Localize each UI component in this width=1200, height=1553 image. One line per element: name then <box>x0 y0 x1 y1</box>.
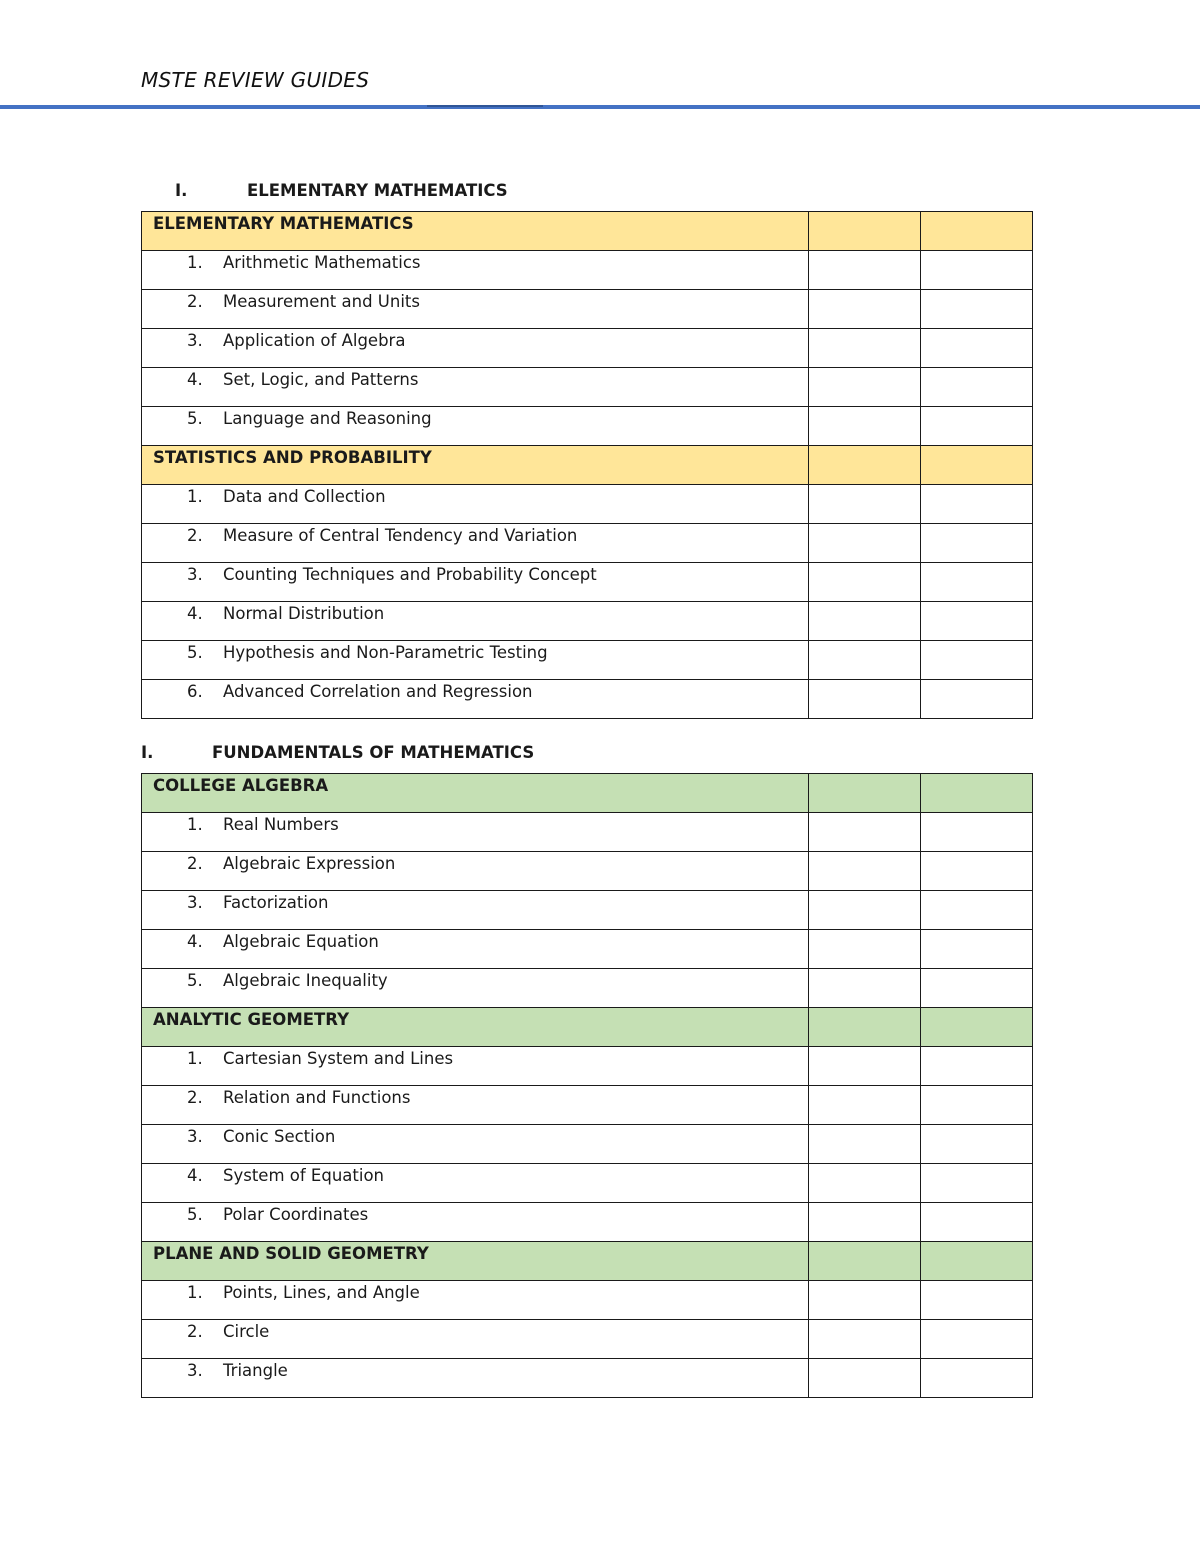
topic-row <box>142 891 1033 930</box>
check-cell <box>809 1203 921 1242</box>
topic-label: Hypothesis and Non-Parametric Testing <box>223 643 548 662</box>
check-cell <box>921 407 1033 446</box>
check-cell <box>809 1320 921 1359</box>
topic-row <box>142 602 1033 641</box>
category-row <box>142 1008 1033 1047</box>
topic-number: 2. <box>187 526 203 545</box>
check-cell <box>921 563 1033 602</box>
check-cell <box>921 446 1033 485</box>
check-cell <box>809 407 921 446</box>
topic-label: Polar Coordinates <box>223 1205 369 1224</box>
topic-label: Advanced Correlation and Regression <box>223 682 533 701</box>
topic-row <box>142 251 1033 290</box>
check-cell <box>921 251 1033 290</box>
category-label: ANALYTIC GEOMETRY <box>153 1010 350 1029</box>
check-cell <box>809 368 921 407</box>
topic-row <box>142 969 1033 1008</box>
check-cell <box>809 1281 921 1320</box>
header-rule <box>0 105 1200 109</box>
check-cell <box>809 774 921 813</box>
topic-row <box>142 563 1033 602</box>
topic-label: Triangle <box>223 1361 288 1380</box>
topic-row <box>142 1281 1033 1320</box>
topic-row <box>142 641 1033 680</box>
topic-number: 4. <box>187 932 203 951</box>
check-cell <box>921 641 1033 680</box>
topic-number: 4. <box>187 604 203 623</box>
topics-table-elementary <box>141 211 1033 719</box>
document-header-title: MSTE REVIEW GUIDES <box>141 68 370 92</box>
check-cell <box>921 969 1033 1008</box>
topic-number: 5. <box>187 643 203 662</box>
section-numeral: I. <box>141 743 154 762</box>
topic-number: 3. <box>187 1127 203 1146</box>
topic-row <box>142 852 1033 891</box>
category-label: COLLEGE ALGEBRA <box>153 776 329 795</box>
topic-number: 2. <box>187 292 203 311</box>
topic-number: 2. <box>187 1322 203 1341</box>
topic-number: 2. <box>187 854 203 873</box>
check-cell <box>921 1203 1033 1242</box>
topic-number: 5. <box>187 409 203 428</box>
check-cell <box>809 485 921 524</box>
topic-number: 4. <box>187 370 203 389</box>
topic-label: System of Equation <box>223 1166 384 1185</box>
topic-label: Algebraic Inequality <box>223 971 388 990</box>
topic-label: Language and Reasoning <box>223 409 432 428</box>
check-cell <box>809 680 921 719</box>
topic-row <box>142 485 1033 524</box>
check-cell <box>809 563 921 602</box>
check-cell <box>809 1086 921 1125</box>
topic-number: 3. <box>187 565 203 584</box>
topic-label: Points, Lines, and Angle <box>223 1283 420 1302</box>
topic-number: 3. <box>187 331 203 350</box>
check-cell <box>809 1008 921 1047</box>
topic-number: 1. <box>187 487 203 506</box>
check-cell <box>809 1359 921 1398</box>
check-cell <box>809 969 921 1008</box>
topic-row <box>142 1164 1033 1203</box>
topic-row <box>142 368 1033 407</box>
check-cell <box>921 212 1033 251</box>
check-cell <box>809 1125 921 1164</box>
check-cell <box>921 1086 1033 1125</box>
topic-number: 5. <box>187 971 203 990</box>
topic-label: Measurement and Units <box>223 292 420 311</box>
section-numeral: I. <box>175 181 188 200</box>
topic-row <box>142 1320 1033 1359</box>
check-cell <box>921 1281 1033 1320</box>
topic-label: Normal Distribution <box>223 604 385 623</box>
check-cell <box>921 602 1033 641</box>
topic-label: Counting Techniques and Probability Concept <box>223 565 597 584</box>
check-cell <box>921 852 1033 891</box>
section-heading-elementary <box>175 181 508 200</box>
topic-label: Application of Algebra <box>223 331 406 350</box>
check-cell <box>809 1047 921 1086</box>
topic-label: Algebraic Expression <box>223 854 396 873</box>
check-cell <box>809 290 921 329</box>
topic-label: Factorization <box>223 893 329 912</box>
topic-label: Measure of Central Tendency and Variation <box>223 526 578 545</box>
check-cell <box>921 1047 1033 1086</box>
topic-label: Conic Section <box>223 1127 336 1146</box>
topic-row <box>142 1125 1033 1164</box>
check-cell <box>921 1008 1033 1047</box>
topic-row <box>142 524 1033 563</box>
section-title: ELEMENTARY MATHEMATICS <box>247 181 508 200</box>
check-cell <box>809 641 921 680</box>
category-label: PLANE AND SOLID GEOMETRY <box>153 1244 429 1263</box>
check-cell <box>921 1359 1033 1398</box>
check-cell <box>921 329 1033 368</box>
topic-label: Data and Collection <box>223 487 386 506</box>
topic-number: 1. <box>187 253 203 272</box>
topic-number: 4. <box>187 1166 203 1185</box>
topic-label: Relation and Functions <box>223 1088 411 1107</box>
topic-row <box>142 813 1033 852</box>
category-label: ELEMENTARY MATHEMATICS <box>153 214 414 233</box>
check-cell <box>809 930 921 969</box>
topic-row <box>142 680 1033 719</box>
topic-row <box>142 1359 1033 1398</box>
topic-number: 1. <box>187 1283 203 1302</box>
check-cell <box>809 602 921 641</box>
category-row <box>142 774 1033 813</box>
check-cell <box>809 1242 921 1281</box>
topic-label: Arithmetic Mathematics <box>223 253 421 272</box>
topic-label: Real Numbers <box>223 815 339 834</box>
check-cell <box>809 329 921 368</box>
check-cell <box>921 1242 1033 1281</box>
topic-label: Circle <box>223 1322 270 1341</box>
topic-row <box>142 290 1033 329</box>
topic-label: Cartesian System and Lines <box>223 1049 454 1068</box>
topic-row <box>142 1086 1033 1125</box>
topics-table-fundamentals <box>141 773 1033 1398</box>
check-cell <box>809 852 921 891</box>
topic-row <box>142 930 1033 969</box>
topic-row <box>142 1047 1033 1086</box>
check-cell <box>921 485 1033 524</box>
check-cell <box>809 1164 921 1203</box>
check-cell <box>809 813 921 852</box>
check-cell <box>921 1125 1033 1164</box>
check-cell <box>921 930 1033 969</box>
category-row <box>142 212 1033 251</box>
check-cell <box>921 290 1033 329</box>
header-rule-accent <box>427 105 543 107</box>
check-cell <box>809 212 921 251</box>
topic-row <box>142 1203 1033 1242</box>
topic-number: 2. <box>187 1088 203 1107</box>
category-row <box>142 446 1033 485</box>
topic-number: 3. <box>187 893 203 912</box>
topic-number: 6. <box>187 682 203 701</box>
check-cell <box>921 368 1033 407</box>
topic-label: Set, Logic, and Patterns <box>223 370 419 389</box>
check-cell <box>809 524 921 563</box>
topic-label: Algebraic Equation <box>223 932 379 951</box>
topic-number: 1. <box>187 1049 203 1068</box>
check-cell <box>921 774 1033 813</box>
check-cell <box>921 891 1033 930</box>
check-cell <box>921 813 1033 852</box>
topic-number: 3. <box>187 1361 203 1380</box>
section-title: FUNDAMENTALS OF MATHEMATICS <box>212 743 535 762</box>
topic-row <box>142 329 1033 368</box>
check-cell <box>921 1320 1033 1359</box>
topic-number: 5. <box>187 1205 203 1224</box>
check-cell <box>809 251 921 290</box>
category-row <box>142 1242 1033 1281</box>
check-cell <box>921 524 1033 563</box>
topic-number: 1. <box>187 815 203 834</box>
category-label: STATISTICS AND PROBABILITY <box>153 448 432 467</box>
section-heading-fundamentals <box>141 743 535 762</box>
check-cell <box>921 680 1033 719</box>
check-cell <box>921 1164 1033 1203</box>
check-cell <box>809 446 921 485</box>
topic-row <box>142 407 1033 446</box>
check-cell <box>809 891 921 930</box>
